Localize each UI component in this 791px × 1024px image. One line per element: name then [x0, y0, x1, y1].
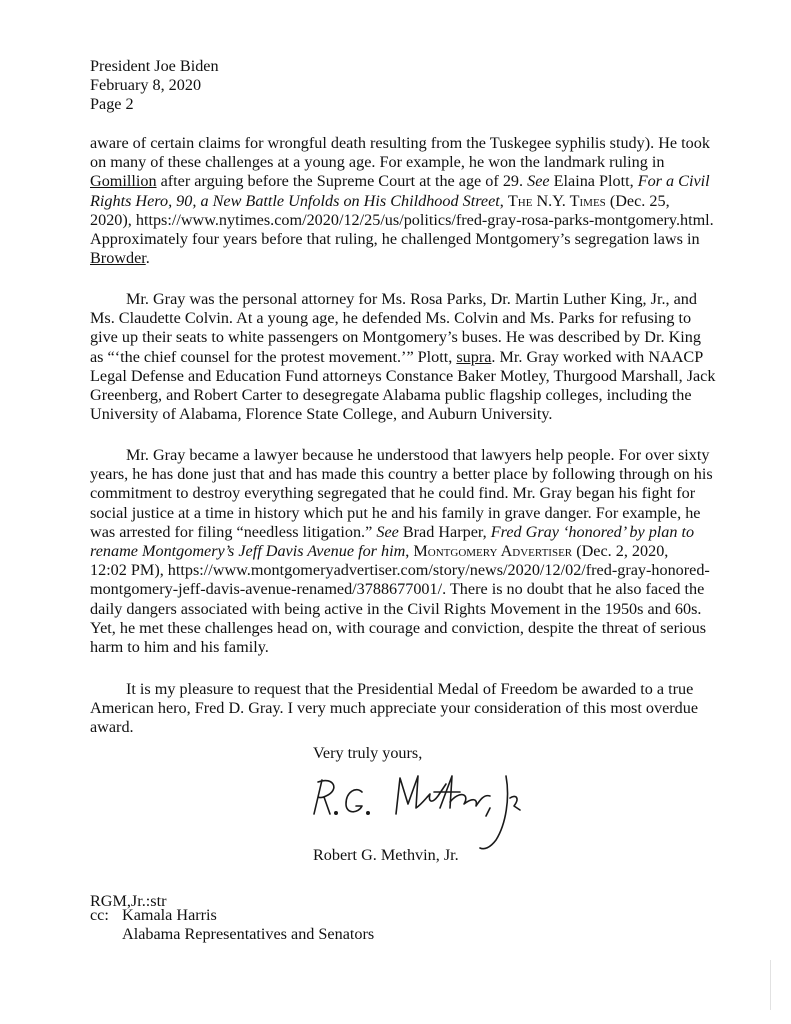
text-run: (Dec. 25,: [605, 191, 670, 210]
see-signal: See: [527, 172, 550, 191]
text-line: Greenberg, and Robert Carter to desegregate Alabama public flagship colleges, including the: [90, 386, 692, 405]
page-number: Page 2: [90, 95, 134, 113]
recipient-name: President Joe Biden: [90, 57, 219, 75]
text-run: Elaina Plott,: [549, 172, 638, 191]
publication-name: Montgomery Advertiser: [413, 542, 573, 561]
cc-label: cc:: [90, 906, 109, 924]
text-line: Yet, he met these challenges head on, with courage and conviction, despite the threat of serious: [90, 618, 706, 637]
scan-edge-line: [770, 960, 771, 1010]
article-title: Fred Gray ‘honored’ by plan to: [490, 522, 695, 541]
text-line: aware of certain claims for wrongful death resulting from the Tuskegee syphilis study). He took: [90, 134, 710, 152]
text-line: commitment to destroy everything segregated that he could find. Mr. Gray began his fight for: [90, 484, 696, 503]
text-line: Approximately four years before that ruling, he challenged Montgomery’s segregation laws in: [90, 230, 700, 249]
letter-date: February 8, 2020: [90, 76, 202, 94]
cc-recipient: Kamala Harris: [122, 906, 217, 924]
signer-name: Robert G. Methvin, Jr.: [313, 846, 459, 864]
text-line: daily dangers associated with being active in the Civil Rights Movement in the 1950s and 60s.: [90, 599, 702, 618]
letter-header: [90, 57, 219, 114]
case-name-browder: Browder: [90, 249, 146, 268]
text-line: [90, 249, 704, 268]
text-line: harm to him and his family.: [90, 638, 269, 657]
case-name-gomillion: Gomillion: [90, 172, 157, 191]
article-title: Rights Hero, 90, a New Battle Unfolds on His Childhood Street: [90, 191, 500, 210]
text-line: award.: [90, 718, 134, 737]
article-title: For a Civil: [637, 172, 710, 191]
text-line: American hero, Fred D. Gray. I very much appreciate your consideration of this most overdue: [90, 699, 699, 718]
handwritten-signature: [300, 768, 540, 854]
paragraph-2: [90, 290, 716, 424]
url-line: 2020), https://www.nytimes.com/2020/12/25/us/politics/fred-gray-rosa-parks-montgomery.html.: [90, 210, 714, 229]
text-line: [90, 172, 710, 191]
text-line: Mr. Gray was the personal attorney for Ms. Rosa Parks, Dr. Martin Luther King, Jr., and: [126, 290, 697, 308]
text-run: as “‘the chief counsel for the protest movement.’” Plott,: [90, 347, 457, 366]
text-line: University of Alabama, Florence State College, and Auburn University.: [90, 405, 553, 424]
cc-recipient-list: [122, 906, 374, 944]
paragraph-4: [90, 680, 704, 738]
text-line: years, he has done just that and has made this country a better place by following through on his: [90, 465, 713, 484]
text-run: ,: [405, 542, 414, 561]
text-run: Brad Harper,: [398, 522, 491, 541]
text-line: [90, 542, 704, 561]
valediction: Very truly yours,: [313, 744, 423, 762]
text-line: on many of these challenges at a young age. For example, he won the landmark ruling in: [90, 153, 665, 172]
supra-citation: supra: [456, 347, 492, 366]
paragraph-3: [90, 446, 713, 657]
text-run: . Mr. Gray worked with NAACP: [491, 347, 704, 366]
paragraph-1: [90, 134, 714, 268]
text-line: [90, 192, 704, 211]
text-line: It is my pleasure to request that the Presidential Medal of Freedom be awarded to a true: [126, 680, 694, 698]
text-run: after arguing before the Supreme Court at the age of 29.: [156, 172, 528, 191]
text-line: Ms. Claudette Colvin. At a young age, he defended Ms. Colvin and Ms. Parks for refusing to: [90, 309, 692, 328]
text-line: montgomery-jeff-davis-avenue-renamed/3788677001/. There is no doubt that he also faced the: [90, 580, 705, 599]
text-run: ,: [499, 191, 508, 210]
text-line: [90, 523, 704, 542]
article-title: rename Montgomery’s Jeff Davis Avenue for him: [90, 542, 406, 561]
text-line: Mr. Gray became a lawyer because he understood that lawyers help people. For over sixty: [126, 446, 710, 464]
text-line: Legal Defense and Education Fund attorneys Constance Baker Motley, Thurgood Marshall, Jack: [90, 366, 716, 385]
url-line: 12:02 PM), https://www.montgomeryadvertiser.com/story/news/2020/12/02/fred-gray-honored-: [90, 561, 710, 580]
text-run: .: [145, 249, 150, 268]
publication-name: The N.Y. Times: [507, 191, 606, 210]
text-run: (Dec. 2, 2020,: [572, 542, 669, 561]
see-signal: See: [376, 522, 399, 541]
text-line: social justice at a time in history which put he and his family in grave danger. For example, he: [90, 503, 701, 522]
text-line: give up their seats to white passengers on Montgomery’s buses. He was described by Dr. King: [90, 328, 701, 347]
cc-recipient: Alabama Representatives and Senators: [122, 925, 375, 943]
text-line: [90, 348, 704, 367]
typist-initials: RGM,Jr.:str: [90, 892, 167, 910]
text-run: was arrested for filing “needless litigation.”: [90, 522, 377, 541]
